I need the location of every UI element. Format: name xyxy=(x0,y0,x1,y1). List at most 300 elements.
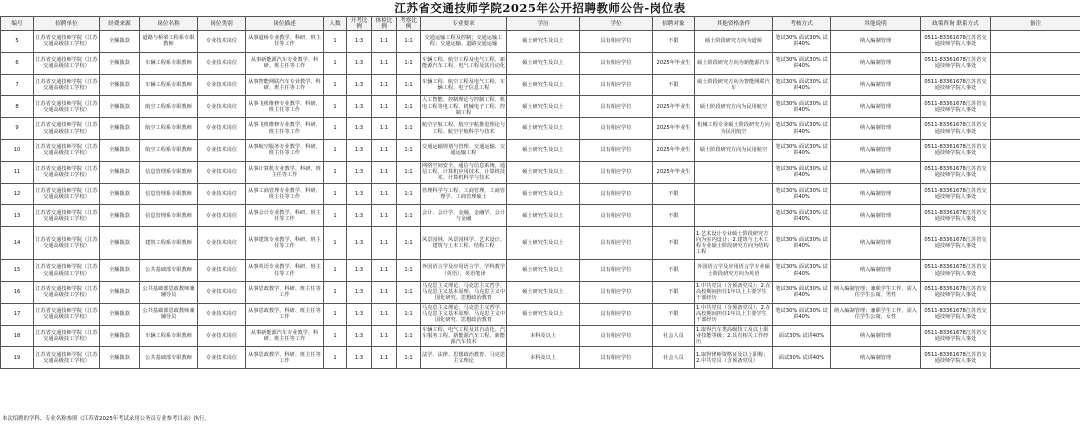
cell-exam: 笔试30% 面试30% 试讲40% xyxy=(773,74,831,96)
cell-desc: 从事工商管理专业教学、科研、班主任等工作 xyxy=(246,183,324,205)
cell-post: 车辆工程系专职教师 xyxy=(140,325,198,347)
cell-target: 2025年毕业生 xyxy=(653,118,695,140)
cell-post: 车辆工程系专职教师 xyxy=(140,74,198,96)
table-row xyxy=(1,303,1080,325)
cell-contact: 0511-83361678江苏省交通技师学院人事处 xyxy=(921,52,991,74)
cell-target: 不限 xyxy=(653,260,695,282)
page-title: 江苏省交通技师学院2025年公开招聘教师公告-岗位表 xyxy=(394,1,686,15)
cell-no: 7 xyxy=(1,74,34,96)
cell-major: 人工智能、控制理论与控制工程、机电工程等电工程、机械电子工程、控制工程 xyxy=(422,97,506,116)
cell-major: 风景园林、风景园林学、艺术设计、建筑与土木工程、结构工程 xyxy=(421,227,507,260)
cell-edu: 硕士研究生及以上 xyxy=(507,118,580,140)
cell-fund: 全额拨款 xyxy=(100,183,140,205)
table-row xyxy=(1,347,1080,369)
cell-post: 公共基础部专职教师 xyxy=(140,347,198,369)
cell-num: 1 xyxy=(324,281,347,303)
cell-desc: 从事会计专业教学、科研、班主任等工作 xyxy=(246,205,324,227)
cell-other: 外国语言学及应用语言学专业硕士阶段研究方向为英语 xyxy=(695,260,773,282)
column-header: 专业要求 xyxy=(421,17,507,31)
table-row xyxy=(1,96,1080,118)
cell-r2: 1:1 xyxy=(372,303,397,325)
cell-contact: 0511-83361678江苏省交通技师学院人事处 xyxy=(921,31,991,53)
cell-target: 社会人员 xyxy=(653,347,695,369)
cell-degree: 具有相应学位 xyxy=(580,139,653,161)
cell-degree: 具有相应学位 xyxy=(580,303,653,325)
cell-r3: 1:1 xyxy=(397,52,421,74)
cell-other: 1.取得律师资格证及以上职称；2.中共党员（含预备党员） xyxy=(695,347,773,369)
cell-major: 车辆工程、航空工程及电气工程、车辆工程、电子信息工程 xyxy=(421,74,507,96)
cell-r3: 1:1 xyxy=(397,31,421,53)
cell-r1: 1:3 xyxy=(347,52,372,74)
cell-memo xyxy=(991,96,1080,118)
cell-contact: 0511-83361678江苏省交通技师学院人事处 xyxy=(921,74,991,96)
cell-memo xyxy=(991,52,1080,74)
cell-exam: 笔试30% 面试30% 试讲40% xyxy=(773,96,831,118)
cell-contact: 0511-83361678江苏省交通技师学院人事处 xyxy=(921,260,991,282)
cell-desc: 从事飞机维修专业教学、科研、班主任等工作 xyxy=(246,96,324,118)
cell-type: 专业技术岗位 xyxy=(198,52,246,74)
table-row xyxy=(1,281,1080,303)
column-header: 编号 xyxy=(1,17,34,31)
cell-other: 硕士阶段研究方向为民用航空 xyxy=(695,96,773,118)
cell-r2: 1:1 xyxy=(372,183,397,205)
cell-target: 不限 xyxy=(653,281,695,303)
column-header: 人数 xyxy=(324,17,347,31)
cell-num: 1 xyxy=(324,31,347,53)
cell-r1: 1:3 xyxy=(347,139,372,161)
cell-no: 19 xyxy=(1,347,34,369)
cell-r2: 1:1 xyxy=(372,161,397,183)
cell-major: 航空宇航工程、航空宇航推进理论与工程、航空宇航科学与技术 xyxy=(421,118,507,140)
cell-r3: 1:1 xyxy=(397,139,421,161)
footnote: 本次招聘的学科、专业名称参照《江苏省2025年考试录用公务员专业参考目录》执行。 xyxy=(2,416,210,422)
cell-no: 10 xyxy=(1,139,34,161)
cell-desc: 从事飞机维修专业教学、科研、班主任等工作 xyxy=(246,118,324,140)
cell-post: 信息管理系专职教师 xyxy=(140,205,198,227)
cell-unit: 江苏省交通技师学院（江苏交通高级技工学校） xyxy=(34,281,100,303)
cell-r3: 1:1 xyxy=(397,183,421,205)
cell-major: 马克思主义理论、马克思主义哲学、马克思主义基本原理、马克思主义中国化研究、思想政治教育 xyxy=(422,304,506,324)
cell-other: 硕士阶段研究方向为智能网联汽车 xyxy=(695,74,773,96)
cell-degree: 具有相应学位 xyxy=(580,52,653,74)
cell-contact: 0511-83361678江苏省交通技师学院人事处 xyxy=(921,325,991,347)
cell-post: 道路与桥梁工程系专职教师 xyxy=(140,31,198,53)
cell-edu: 本科及以上 xyxy=(507,325,580,347)
cell-r2: 1:1 xyxy=(372,31,397,53)
cell-unit: 江苏省交通技师学院（江苏交通高级技工学校） xyxy=(34,31,100,53)
cell-memo xyxy=(991,281,1080,303)
cell-unit: 江苏省交通技师学院（江苏交通高级技工学校） xyxy=(34,96,100,118)
cell-degree: 具有相应学位 xyxy=(580,260,653,282)
cell-other: 1.艺术设计专业硕士阶段研究方向为室内设计；2.建筑与土木工程专业硕士阶段研究方向为结构工程 xyxy=(695,227,773,260)
cell-edu: 硕士研究生及以上 xyxy=(507,183,580,205)
cell-unit: 江苏省交通技师学院（江苏交通高级技工学校） xyxy=(34,260,100,282)
cell-r3: 1:1 xyxy=(397,118,421,140)
cell-exam: 笔试30% 面试30% 试讲40% xyxy=(773,52,831,74)
cell-type: 专业技术岗位 xyxy=(198,205,246,227)
cell-major: 车辆工程、航空工程及电气工程、新能源汽车工程、电气工程及其自动化 xyxy=(421,52,507,74)
cell-post: 信息管理系专职教师 xyxy=(140,161,198,183)
table-row xyxy=(1,139,1080,161)
column-header: 其他资格条件 xyxy=(695,17,773,31)
cell-r1: 1:3 xyxy=(347,281,372,303)
cell-desc: 从事思政教学、科研、班主任等工作 xyxy=(246,281,324,303)
cell-remark: 纳入编制管理 xyxy=(831,139,921,161)
cell-unit: 江苏省交通技师学院（江苏交通高级技工学校） xyxy=(34,74,100,96)
cell-contact: 0511-83361678江苏省交通技师学院人事处 xyxy=(921,183,991,205)
cell-memo xyxy=(991,260,1080,282)
cell-edu: 硕士研究生及以上 xyxy=(507,31,580,53)
cell-edu: 硕士研究生及以上 xyxy=(507,227,580,260)
cell-num: 1 xyxy=(324,303,347,325)
cell-post: 航空工程系专职教师 xyxy=(140,139,198,161)
cell-other: 硕士阶段研究方向为民用航空 xyxy=(695,139,773,161)
table-row xyxy=(1,205,1080,227)
column-header: 学历 xyxy=(507,17,580,31)
column-header: 招聘对象 xyxy=(653,17,695,31)
cell-memo xyxy=(991,161,1080,183)
cell-num: 1 xyxy=(324,74,347,96)
cell-edu: 硕士研究生及以上 xyxy=(507,205,580,227)
cell-desc: 从事思政教学、科研、班主任等工作 xyxy=(246,303,324,325)
cell-target: 2025年毕业生 xyxy=(653,139,695,161)
cell-remark: 纳入编制管理 xyxy=(831,260,921,282)
cell-r2: 1:1 xyxy=(372,52,397,74)
cell-degree: 具有相应学位 xyxy=(580,325,653,347)
cell-contact: 0511-83361678江苏省交通技师学院人事处 xyxy=(921,281,991,303)
cell-r3: 1:1 xyxy=(397,260,421,282)
cell-major: 车辆工程、电气工程及其自动化、汽车服务工程、新能源汽车工程、新能源汽车技术 xyxy=(422,326,506,346)
cell-no: 18 xyxy=(1,325,34,347)
cell-exam: 笔试30% 面试30% 试讲40% xyxy=(773,118,831,140)
cell-edu: 本科及以上 xyxy=(507,347,580,369)
column-header: 考察比例 xyxy=(397,17,421,31)
cell-remark: 纳入编制管理 xyxy=(831,96,921,118)
cell-type: 专业技术岗位 xyxy=(198,303,246,325)
cell-post: 信息管理系专职教师 xyxy=(140,183,198,205)
cell-fund: 全额拨款 xyxy=(100,96,140,118)
cell-post: 公共基础部专职教师 xyxy=(140,260,198,282)
column-header: 体检比例 xyxy=(372,17,397,31)
cell-r1: 1:3 xyxy=(347,227,372,260)
cell-r3: 1:1 xyxy=(397,303,421,325)
cell-memo xyxy=(991,74,1080,96)
cell-edu: 硕士研究生及以上 xyxy=(507,260,580,282)
cell-memo xyxy=(991,139,1080,161)
cell-remark: 纳入编制管理 xyxy=(831,31,921,53)
cell-edu: 硕士研究生及以上 xyxy=(507,96,580,118)
cell-degree: 具有相应学位 xyxy=(580,183,653,205)
cell-fund: 全额拨款 xyxy=(100,139,140,161)
cell-desc: 从事新能源汽车专业教学、科研、班主任等工作 xyxy=(246,52,324,74)
cell-no: 17 xyxy=(1,303,34,325)
cell-other xyxy=(695,161,773,183)
cell-exam: 笔试30% 面试30% 试讲40% xyxy=(773,205,831,227)
cell-other: 1.中共党员（含预备党员）；2.在高校期间担任1年以上主要学生干部经历 xyxy=(696,283,771,302)
cell-type: 专业技术岗位 xyxy=(198,281,246,303)
cell-edu: 硕士研究生及以上 xyxy=(507,161,580,183)
cell-post: 建筑工程系专职教师 xyxy=(140,227,198,260)
cell-r3: 1:1 xyxy=(397,161,421,183)
cell-type: 专业技术岗位 xyxy=(198,347,246,369)
cell-target: 不限 xyxy=(653,227,695,260)
cell-unit: 江苏省交通技师学院（江苏交通高级技工学校） xyxy=(34,205,100,227)
cell-type: 专业技术岗位 xyxy=(198,74,246,96)
cell-fund: 全额拨款 xyxy=(100,205,140,227)
cell-edu: 硕士研究生及以上 xyxy=(507,303,580,325)
column-header: 岗位类别 xyxy=(198,17,246,31)
cell-no: 14 xyxy=(1,227,34,260)
column-header: 政策咨询 联系方式 xyxy=(921,17,991,31)
table-row xyxy=(1,161,1080,183)
cell-contact: 0511-83361678江苏省交通技师学院人事处 xyxy=(921,139,991,161)
cell-unit: 江苏省交通技师学院（江苏交通高级技工学校） xyxy=(34,347,100,369)
cell-r1: 1:3 xyxy=(347,161,372,183)
cell-degree: 具有相应学位 xyxy=(580,205,653,227)
cell-exam: 笔试30% 面试30% 试讲40% xyxy=(773,303,831,325)
cell-remark: 纳入编制管理 xyxy=(831,74,921,96)
cell-degree: 具有相应学位 xyxy=(580,74,653,96)
cell-post: 航空工程系专职教师 xyxy=(140,96,198,118)
cell-fund: 全额拨款 xyxy=(100,325,140,347)
cell-fund: 全额拨款 xyxy=(100,161,140,183)
cell-no: 15 xyxy=(1,260,34,282)
cell-r2: 1:1 xyxy=(372,347,397,369)
cell-remark: 纳入编制管理 xyxy=(831,52,921,74)
table-row xyxy=(1,52,1080,74)
cell-type: 专业技术岗位 xyxy=(198,183,246,205)
cell-num: 1 xyxy=(324,161,347,183)
cell-unit: 江苏省交通技师学院（江苏交通高级技工学校） xyxy=(34,325,100,347)
cell-degree: 具有相应学位 xyxy=(580,347,653,369)
cell-degree: 具有相应学位 xyxy=(580,96,653,118)
cell-desc: 从事思政教学、科研、班主任等工作 xyxy=(246,347,324,369)
column-header: 岗位描述 xyxy=(246,17,324,31)
cell-remark: 纳入编制管理 xyxy=(831,325,921,347)
cell-memo xyxy=(991,347,1080,369)
cell-memo xyxy=(991,325,1080,347)
cell-edu: 硕士研究生及以上 xyxy=(507,139,580,161)
column-header: 其他说明 xyxy=(831,17,921,31)
cell-type: 专业技术岗位 xyxy=(198,227,246,260)
cell-num: 1 xyxy=(324,52,347,74)
column-header: 考核方式 xyxy=(773,17,831,31)
cell-other xyxy=(695,183,773,205)
cell-memo xyxy=(991,118,1080,140)
cell-no: 13 xyxy=(1,205,34,227)
cell-target: 2025年毕业生 xyxy=(653,52,695,74)
cell-r1: 1:3 xyxy=(347,118,372,140)
positions-table xyxy=(0,16,1080,369)
cell-r2: 1:1 xyxy=(372,139,397,161)
cell-num: 1 xyxy=(324,227,347,260)
cell-unit: 江苏省交通技师学院（江苏交通高级技工学校） xyxy=(34,303,100,325)
cell-no: 16 xyxy=(1,281,34,303)
cell-exam: 笔试30% 面试30% 试讲40% xyxy=(773,281,831,303)
cell-fund: 全额拨款 xyxy=(100,74,140,96)
cell-major: 管理科学与工程、工商管理、工商管理学、工商管理硕士 xyxy=(421,183,507,205)
cell-target: 不限 xyxy=(653,205,695,227)
cell-remark: 纳入编制管理 xyxy=(831,205,921,227)
cell-other: 硕士阶段研究方向为新能源汽车 xyxy=(695,52,773,74)
cell-no: 9 xyxy=(1,118,34,140)
cell-type: 专业技术岗位 xyxy=(198,260,246,282)
table-row xyxy=(1,31,1080,53)
column-header: 招聘单位 xyxy=(34,17,100,31)
cell-desc: 从事新能源汽车专业教学、科研、班主任等工作 xyxy=(246,325,324,347)
table-row xyxy=(1,325,1080,347)
column-header: 备注 xyxy=(991,17,1080,31)
cell-exam: 面试30% 试讲40% xyxy=(773,325,831,347)
column-header: 岗位名称 xyxy=(140,17,198,31)
cell-target: 社会人员 xyxy=(653,325,695,347)
cell-degree: 具有相应学位 xyxy=(580,281,653,303)
cell-r3: 1:1 xyxy=(397,325,421,347)
cell-edu: 硕士研究生及以上 xyxy=(507,52,580,74)
cell-r2: 1:1 xyxy=(372,205,397,227)
cell-type: 专业技术岗位 xyxy=(198,325,246,347)
cell-fund: 全额拨款 xyxy=(100,118,140,140)
cell-contact: 0511-83361678江苏省交通技师学院人事处 xyxy=(921,118,991,140)
cell-num: 1 xyxy=(324,183,347,205)
cell-contact: 0511-83361678江苏省交通技师学院人事处 xyxy=(921,347,991,369)
cell-r3: 1:1 xyxy=(397,281,421,303)
cell-exam: 笔试30% 面试30% 试讲40% xyxy=(773,161,831,183)
cell-other: 1.取得汽车类高级技工及以上职业技能等级；2.具有相关工作经历 xyxy=(695,325,773,347)
cell-r1: 1:3 xyxy=(347,260,372,282)
cell-other: 硕士阶段研究方向为道桥 xyxy=(695,31,773,53)
cell-other xyxy=(695,205,773,227)
cell-post: 航空工程系专职教师 xyxy=(140,118,198,140)
table-row xyxy=(1,183,1080,205)
cell-degree: 具有相应学位 xyxy=(580,118,653,140)
cell-major: 交通运输规划与管理、交通运输、交通运输工程 xyxy=(421,139,507,161)
cell-major: 网络空间安全、通信与信息系统、通信工程、计算机应用技术、计算机技术、计算机科学与技术 xyxy=(422,162,506,182)
table-row xyxy=(1,260,1080,282)
cell-unit: 江苏省交通技师学院（江苏交通高级技工学校） xyxy=(34,118,100,140)
cell-contact: 0511-83361678江苏省交通技师学院人事处 xyxy=(921,205,991,227)
cell-remark: 纳入编制管理；兼职学生工作，需入住学生公寓，女性 xyxy=(831,303,921,325)
cell-fund: 全额拨款 xyxy=(100,303,140,325)
cell-degree: 具有相应学位 xyxy=(580,161,653,183)
cell-r1: 1:3 xyxy=(347,31,372,53)
cell-exam: 笔试30% 面试30% 试讲40% xyxy=(773,183,831,205)
cell-desc: 从事英语专业教学、科研、班主任等工作 xyxy=(246,260,324,282)
cell-contact: 0511-83361678江苏省交通技师学院人事处 xyxy=(921,96,991,118)
table-row xyxy=(1,227,1080,260)
cell-unit: 江苏省交通技师学院（江苏交通高级技工学校） xyxy=(34,139,100,161)
cell-type: 专业技术岗位 xyxy=(198,161,246,183)
cell-type: 专业技术岗位 xyxy=(198,139,246,161)
column-header: 开考比例 xyxy=(347,17,372,31)
cell-unit: 江苏省交通技师学院（江苏交通高级技工学校） xyxy=(34,161,100,183)
cell-post: 车辆工程系专职教师 xyxy=(140,52,198,74)
cell-target: 不限 xyxy=(653,183,695,205)
cell-unit: 江苏省交通技师学院（江苏交通高级技工学校） xyxy=(34,183,100,205)
cell-r3: 1:1 xyxy=(397,227,421,260)
cell-fund: 全额拨款 xyxy=(100,227,140,260)
cell-unit: 江苏省交通技师学院（江苏交通高级技工学校） xyxy=(34,52,100,74)
cell-no: 5 xyxy=(1,31,34,53)
cell-desc: 从事道桥专业教学、科研、班主任等工作 xyxy=(246,31,324,53)
cell-no: 12 xyxy=(1,183,34,205)
cell-r1: 1:3 xyxy=(347,347,372,369)
cell-fund: 全额拨款 xyxy=(100,52,140,74)
table-row xyxy=(1,74,1080,96)
cell-r1: 1:3 xyxy=(347,303,372,325)
cell-memo xyxy=(991,31,1080,53)
cell-remark: 纳入编制管理；兼职学生工作，需入住学生公寓，男性 xyxy=(831,281,921,303)
cell-exam: 面试30% 试讲40% xyxy=(773,347,831,369)
cell-major: 法学、法律、思想政治教育、马克思主义理论 xyxy=(421,347,507,369)
cell-remark: 纳入编制管理 xyxy=(831,161,921,183)
cell-r2: 1:1 xyxy=(372,325,397,347)
column-header: 学位 xyxy=(580,17,653,31)
cell-contact: 0511-83361678江苏省交通技师学院人事处 xyxy=(921,303,991,325)
cell-num: 1 xyxy=(324,118,347,140)
cell-r1: 1:3 xyxy=(347,205,372,227)
cell-degree: 具有相应学位 xyxy=(580,227,653,260)
cell-remark: 纳入编制管理 xyxy=(831,347,921,369)
cell-fund: 全额拨款 xyxy=(100,31,140,53)
cell-exam: 笔试30% 面试30% 试讲40% xyxy=(773,31,831,53)
cell-remark: 纳入编制管理 xyxy=(831,183,921,205)
table-row xyxy=(1,118,1080,140)
cell-exam: 笔试30% 面试30% 试讲40% xyxy=(773,260,831,282)
cell-remark: 纳入编制管理 xyxy=(831,227,921,260)
cell-r2: 1:1 xyxy=(372,96,397,118)
cell-fund: 全额拨款 xyxy=(100,347,140,369)
cell-contact: 0511-83361678江苏省交通技师学院人事处 xyxy=(921,161,991,183)
cell-num: 1 xyxy=(324,96,347,118)
cell-r3: 1:1 xyxy=(397,96,421,118)
cell-r1: 1:3 xyxy=(347,74,372,96)
cell-exam: 笔试30% 面试30% 试讲40% xyxy=(773,139,831,161)
cell-no: 11 xyxy=(1,161,34,183)
cell-major: 马克思主义理论、马克思主义哲学、马克思主义基本原理、马克思主义中国化研究、思想政治教育 xyxy=(422,283,506,302)
cell-post: 公共基础部思政教师兼辅导员 xyxy=(140,303,198,325)
cell-num: 1 xyxy=(324,139,347,161)
cell-desc: 从事计算机专业教学、科研、班主任等工作 xyxy=(246,161,324,183)
cell-r1: 1:3 xyxy=(347,183,372,205)
cell-other: 1.中共党员（含预备党员）；2.在高校期间担任1年以上主要学生干部经历 xyxy=(696,304,771,324)
table-header-row xyxy=(1,17,1080,31)
cell-target: 不限 xyxy=(653,31,695,53)
cell-desc: 从事航空服务专业教学、科研、班主任等工作 xyxy=(246,139,324,161)
cell-major: 外国语言学及应用语言学、学科教学（英语）、英语笔译 xyxy=(421,260,507,282)
cell-r3: 1:1 xyxy=(397,347,421,369)
cell-r2: 1:1 xyxy=(372,118,397,140)
cell-r2: 1:1 xyxy=(372,227,397,260)
cell-r3: 1:1 xyxy=(397,74,421,96)
cell-major: 会计、会计学、金融、金融学、会计与金融 xyxy=(421,205,507,227)
cell-r1: 1:3 xyxy=(347,96,372,118)
cell-desc: 从事智能网联汽车专业教学、科研、班主任等工作 xyxy=(246,74,324,96)
cell-edu: 硕士研究生及以上 xyxy=(507,74,580,96)
cell-num: 1 xyxy=(324,260,347,282)
cell-post: 公共基础部思政教师兼辅导员 xyxy=(140,281,198,303)
cell-type: 专业技术岗位 xyxy=(198,31,246,53)
cell-num: 1 xyxy=(324,347,347,369)
cell-no: 6 xyxy=(1,52,34,74)
cell-r2: 1:1 xyxy=(372,74,397,96)
cell-other: 机械工程专业硕士阶段研究方向为民用航空 xyxy=(695,118,773,140)
cell-memo xyxy=(991,303,1080,325)
column-header: 经费来源 xyxy=(100,17,140,31)
cell-target: 不限 xyxy=(653,303,695,325)
cell-r2: 1:1 xyxy=(372,260,397,282)
cell-no: 8 xyxy=(1,96,34,118)
